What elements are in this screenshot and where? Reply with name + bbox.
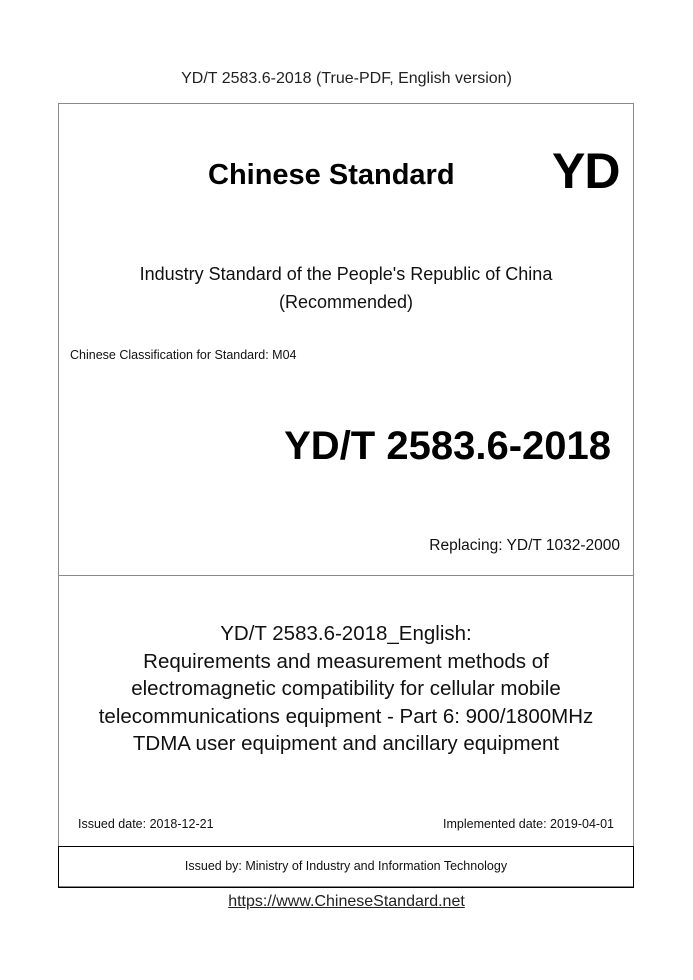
brand-title: Chinese Standard [208,159,455,191]
standard-mark: YD [552,143,620,199]
page-header: YD/T 2583.6-2018 (True-PDF, English version) [181,70,512,87]
document-title [59,620,633,758]
implemented-date: Implemented date: 2019-04-01 [443,817,614,831]
cover-upper-section [59,104,633,576]
replacing-label: Replacing: YD/T 1032-2000 [429,537,620,554]
issued-date: Issued date: 2018-12-21 [78,817,214,831]
cover-lower-section [59,576,633,846]
cover-frame [58,103,634,887]
classification-label: Chinese Classification for Standard: M04 [70,348,297,362]
title-line: telecommunications equipment - Part 6: 900/1800MHz [98,704,594,728]
title-line: electromagnetic compatibility for cellular mobile [131,677,561,700]
title-line: YD/T 2583.6-2018_English: [220,622,472,645]
industry-statement [59,260,633,316]
recommended-line: (Recommended) [278,292,414,312]
title-line: Requirements and measurement methods of [143,649,549,673]
issuer-box: Issued by: Ministry of Industry and Information Technology [58,846,634,888]
website-link[interactable]: https://www.ChineseStandard.net [228,893,465,910]
title-line: TDMA user equipment and ancillary equipment [132,732,560,755]
standard-number: YD/T 2583.6-2018 [284,424,611,468]
industry-line: Industry Standard of the People's Republic of China [139,264,553,284]
